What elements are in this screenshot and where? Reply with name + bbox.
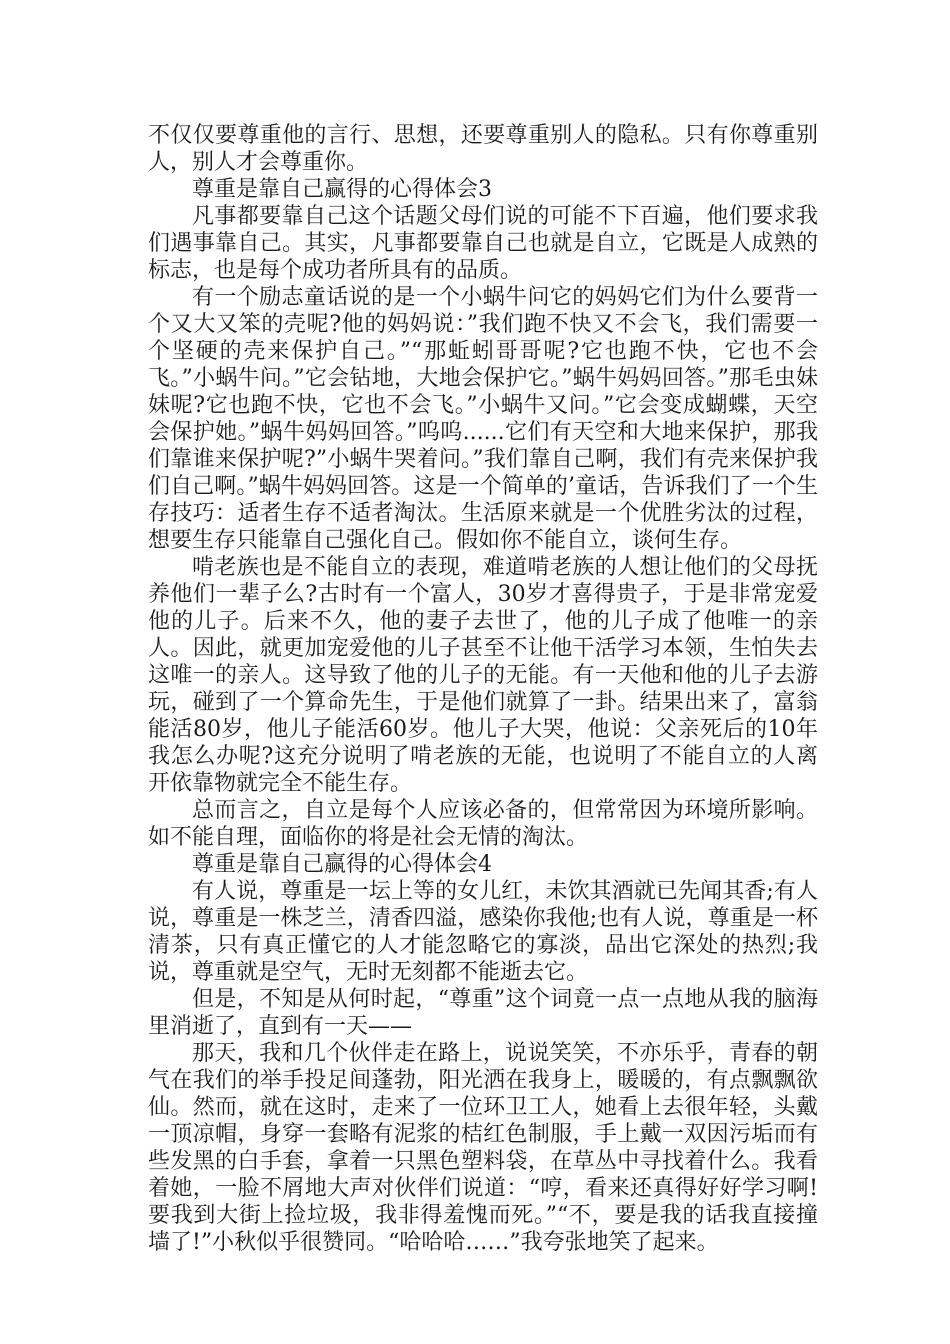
paragraph: 总而言之，自立是每个人应该必备的，但常常因为环境所影响。如不能自理，面临你的将是社会无情的淘汰。: [148, 798, 818, 850]
paragraph: 凡事都要靠自己这个话题父母们说的可能不下百遍，他们要求我们遇事靠自己。其实，凡事都要靠自己也就是自立，它既是人成熟的标志，也是每个成功者所具有的品质。: [148, 204, 818, 283]
paragraph: 啃老族也是不能自立的表现，难道啃老族的人想让他们的父母抚养他们一辈子么?古时有一个富人，30岁才喜得贵子，于是非常宠爱他的儿子。后来不久，他的妻子去世了，他的儿子成了他唯一的亲人。因此，就更加宠爱他的儿子甚至不让他干活学习本领，生怕失去这唯一的亲人。这导致了他的儿子的无能。有一天他和他的儿子去游玩，碰到了一个算命先生，于是他们就算了一卦。结果出来了，富翁能活80岁，他儿子能活60岁。他儿子大哭，他说：父亲死后的10年我怎么办呢?这充分说明了啃老族的无能，也说明了不能自立的人离开依靠物就完全不能生存。: [148, 555, 818, 796]
section-heading-3: 尊重是靠自己赢得的心得体会3: [192, 177, 492, 202]
paragraph: 有一个励志童话说的是一个小蜗牛问它的妈妈它们为什么要背一个又大又笨的壳呢?他的妈妈说：”我们跑不快又不会飞，我们需要一个坚硬的壳来保护自己。”“那蚯蚓哥哥呢?它也跑不快，它也不会飞。”小蜗牛问。”它会钻地，大地会保护它。”蜗牛妈妈回答。”那毛虫妹妹呢?它也跑不快，它也不会飞。”小蜗牛又问。”它会变成蝴蝶，天空会保护她。”蜗牛妈妈回答。”呜呜......它们有天空和大地来保护，那我们靠谁来保护呢?”小蜗牛哭着问。”我们靠自己啊，我们有壳来保护我们自己啊。”蜗牛妈妈回答。这是一个简单的’童话，告诉我们了一个生存技巧：适者生存不适者淘汰。生活原来就是一个优胜劣汰的过程，想要生存只能靠自己强化自己。假如你不能自立，谈何生存。: [148, 285, 818, 553]
section-heading-4: 尊重是靠自己赢得的心得体会4: [192, 852, 492, 877]
paragraph-continuation: 不仅仅要尊重他的言行、思想，还要尊重别人的隐私。只有你尊重别人，别人才会尊重你。: [148, 123, 818, 175]
paragraph: 那天，我和几个伙伴走在路上，说说笑笑，不亦乐乎，青春的朝气在我们的举手投足间蓬勃，阳光洒在我身上，暖暖的，有点飘飘欲仙。然而，就在这时，走来了一位环卫工人，她看上去很年轻，头戴一顶凉帽，身穿一套略有泥浆的桔红色制服，手上戴一双因污垢而有些发黑的白手套，拿着一只黑色塑料袋，在草丛中寻找着什么。我看着她，一脸不屑地大声对伙伴们说道：“哼，看来还真得好好学习啊!要我到大街上捡垃圾，我非得羞愧而死。”“不，要是我的话我直接撞墙了!”小秋似乎很赞同。“哈哈哈……”我夸张地笑了起来。: [148, 1041, 818, 1255]
document-body: [148, 122, 818, 1256]
paragraph: 但是，不知是从何时起，“尊重”这个词竟一点一点地从我的脑海里消逝了，直到有一天——: [148, 987, 818, 1039]
paragraph: 有人说，尊重是一坛上等的女儿红，未饮其酒就已先闻其香;有人说，尊重是一株芝兰，清香四溢，感染你我他;也有人说，尊重是一杯清茶，只有真正懂它的人才能忽略它的寡淡，品出它深处的热烈;我说，尊重就是空气，无时无刻都不能逝去它。: [148, 879, 818, 985]
